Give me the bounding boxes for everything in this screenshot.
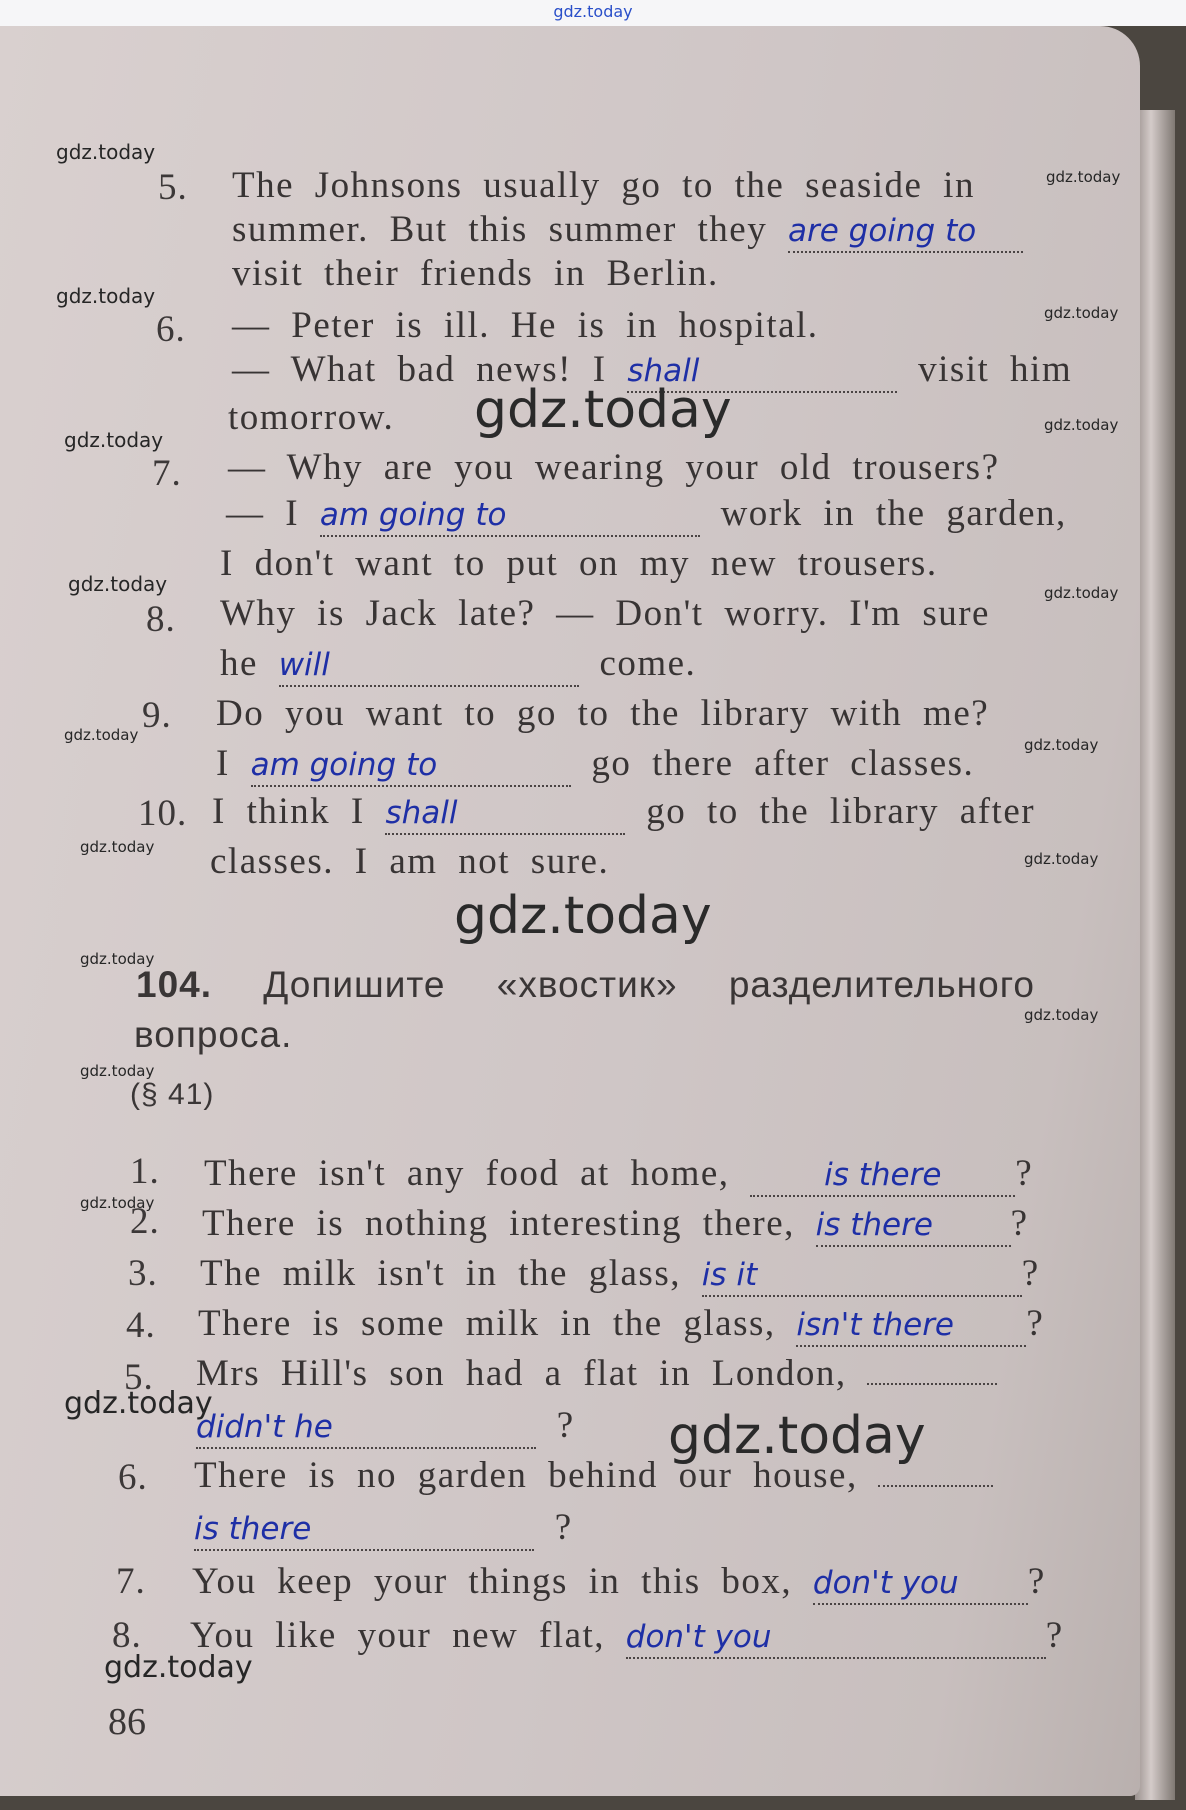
watermark: gdz.today [1044, 584, 1119, 602]
watermark: gdz.today [80, 1062, 155, 1080]
item-text-with-answer [212, 790, 1035, 835]
item-number: 2. [130, 1201, 160, 1242]
question-mark: ? [1010, 1203, 1029, 1244]
text-segment: go to the library after [646, 791, 1036, 832]
text-segment: he [220, 643, 258, 684]
exercise-heading [136, 964, 1035, 1006]
answer-blank [279, 642, 579, 687]
item-text-with-answer [192, 1560, 1046, 1605]
text-segment: come. [599, 643, 697, 684]
grammar-reference: (§ 41) [130, 1078, 215, 1111]
item-number: 8. [112, 1615, 142, 1656]
top-bar [0, 0, 1186, 26]
watermark: gdz.today [1024, 736, 1099, 754]
watermark: gdz.today [104, 1650, 253, 1685]
answer-blank [816, 1202, 1011, 1247]
text-segment: There is some milk in the glass, [198, 1303, 776, 1344]
item-text: classes. I am not sure. [210, 841, 610, 882]
text-segment: — What bad news! I [232, 349, 607, 390]
item-text: visit their friends in Berlin. [232, 253, 719, 294]
question-mark: ? [1015, 1153, 1034, 1194]
item-number: 5. [124, 1357, 154, 1398]
item-text-with-answer [232, 208, 1023, 253]
text-segment: I [216, 743, 230, 784]
handwritten-answer: am going to [250, 747, 438, 783]
item-text: I don't want to put on my new trousers. [220, 543, 938, 584]
item-answer-line [194, 1506, 573, 1551]
handwritten-answer: don't you [812, 1565, 959, 1601]
watermark: gdz.today [454, 886, 712, 946]
answer-blank [796, 1302, 1026, 1347]
item-answer-line [196, 1404, 575, 1449]
question-mark: ? [554, 1507, 573, 1548]
item-number: 3. [128, 1253, 158, 1294]
text-segment: There is no garden behind our house, [194, 1455, 858, 1496]
item-text: — Peter is ill. He is in hospital. [232, 305, 819, 346]
item-text: The Johnsons usually go to the seaside in [232, 165, 975, 206]
answer-blank [788, 208, 1023, 253]
text-segment: go there after classes. [591, 743, 975, 784]
text-segment: visit him [918, 349, 1073, 390]
item-text-with-answer [190, 1614, 1064, 1659]
exercise-instruction: вопроса. [134, 1014, 293, 1055]
text-segment: Mrs Hill's son had a flat in London, [196, 1353, 847, 1394]
watermark: gdz.today [56, 284, 156, 308]
handwritten-answer: is there [194, 1511, 312, 1547]
text-segment: summer. But this summer they [232, 209, 768, 250]
watermark: gdz.today [64, 1386, 213, 1421]
watermark: gdz.today [1024, 1006, 1099, 1024]
exercise-number: 104. [136, 964, 213, 1005]
answer-blank-start [867, 1383, 997, 1385]
answer-blank-start [878, 1485, 993, 1487]
question-mark: ? [1045, 1615, 1064, 1656]
item-text-with-answer [202, 1202, 1029, 1247]
text-segment: — I [226, 493, 300, 534]
item-text-with-answer [200, 1252, 1040, 1297]
watermark: gdz.today [1044, 416, 1119, 434]
watermark: gdz.today [80, 1194, 155, 1212]
text-segment: There isn't any food at home, [204, 1153, 730, 1194]
answer-blank [196, 1404, 536, 1449]
handwritten-answer: don't you [625, 1619, 772, 1655]
item-text-with-answer [226, 492, 1067, 537]
item-text-with-answer [216, 742, 974, 787]
question-mark: ? [556, 1405, 575, 1446]
watermark: gdz.today [80, 838, 155, 856]
handwritten-answer: shall [627, 353, 700, 389]
watermark: gdz.today [56, 140, 156, 164]
item-text [196, 1352, 997, 1395]
text-segment: I think I [212, 791, 365, 832]
watermark: gdz.today [68, 572, 168, 596]
item-text: — Why are you wearing your old trousers? [228, 447, 1000, 488]
book-edge [1135, 110, 1175, 1800]
handwritten-answer: is there [824, 1157, 942, 1193]
question-mark: ? [1021, 1253, 1040, 1294]
handwritten-answer: is it [701, 1257, 758, 1293]
answer-blank [702, 1252, 1022, 1297]
text-segment: You like your new flat, [190, 1615, 606, 1656]
text-segment: There is nothing interesting there, [202, 1203, 795, 1244]
item-text: Why is Jack late? — Don't worry. I'm sure [220, 593, 990, 634]
watermark: gdz.today [64, 726, 139, 744]
item-text-with-answer [204, 1152, 1033, 1197]
watermark: gdz.today [1046, 168, 1121, 186]
item-text-with-answer [198, 1302, 1044, 1347]
answer-blank [750, 1152, 1015, 1197]
site-label[interactable]: gdz.today [553, 2, 633, 21]
item-number: 8. [146, 599, 176, 640]
handwritten-answer: will [278, 647, 330, 683]
item-number: 4. [126, 1305, 156, 1346]
text-segment: The milk isn't in the glass, [200, 1253, 681, 1294]
item-number: 10. [138, 793, 188, 834]
watermark: gdz.today [1024, 850, 1099, 868]
item-text: Do you want to go to the library with me? [216, 693, 990, 734]
text-segment: You keep your things in this box, [192, 1561, 793, 1602]
handwritten-answer: shall [385, 795, 458, 831]
answer-blank [251, 742, 571, 787]
page-number: 86 [108, 1701, 146, 1743]
answer-blank [385, 790, 625, 835]
watermark: gdz.today [474, 380, 732, 440]
handwritten-answer: isn't there [796, 1307, 955, 1343]
item-number: 9. [142, 695, 172, 736]
item-text: tomorrow. [228, 397, 395, 438]
question-mark: ? [1027, 1561, 1046, 1602]
handwritten-answer: am going to [319, 497, 507, 533]
handwritten-answer: is there [815, 1207, 933, 1243]
watermark: gdz.today [64, 428, 164, 452]
watermark: gdz.today [80, 950, 155, 968]
question-mark: ? [1026, 1303, 1045, 1344]
item-text-with-answer [220, 642, 696, 687]
exercise-instruction: Допишите «хвостик» разделительного [263, 964, 1035, 1005]
answer-blank [626, 1614, 1046, 1659]
answer-blank [320, 492, 700, 537]
item-number: 5. [158, 167, 188, 208]
watermark: gdz.today [1044, 304, 1119, 322]
handwritten-answer: are going to [787, 213, 977, 249]
text-segment: work in the garden, [720, 493, 1067, 534]
watermark: gdz.today [668, 1406, 926, 1466]
item-number: 7. [152, 453, 182, 494]
item-number: 1. [130, 1151, 160, 1192]
answer-blank [813, 1560, 1028, 1605]
handwritten-answer: didn't he [196, 1409, 333, 1445]
item-number: 7. [116, 1561, 146, 1602]
answer-blank [194, 1506, 534, 1551]
item-number: 6. [118, 1457, 148, 1498]
item-number: 6. [156, 309, 186, 350]
